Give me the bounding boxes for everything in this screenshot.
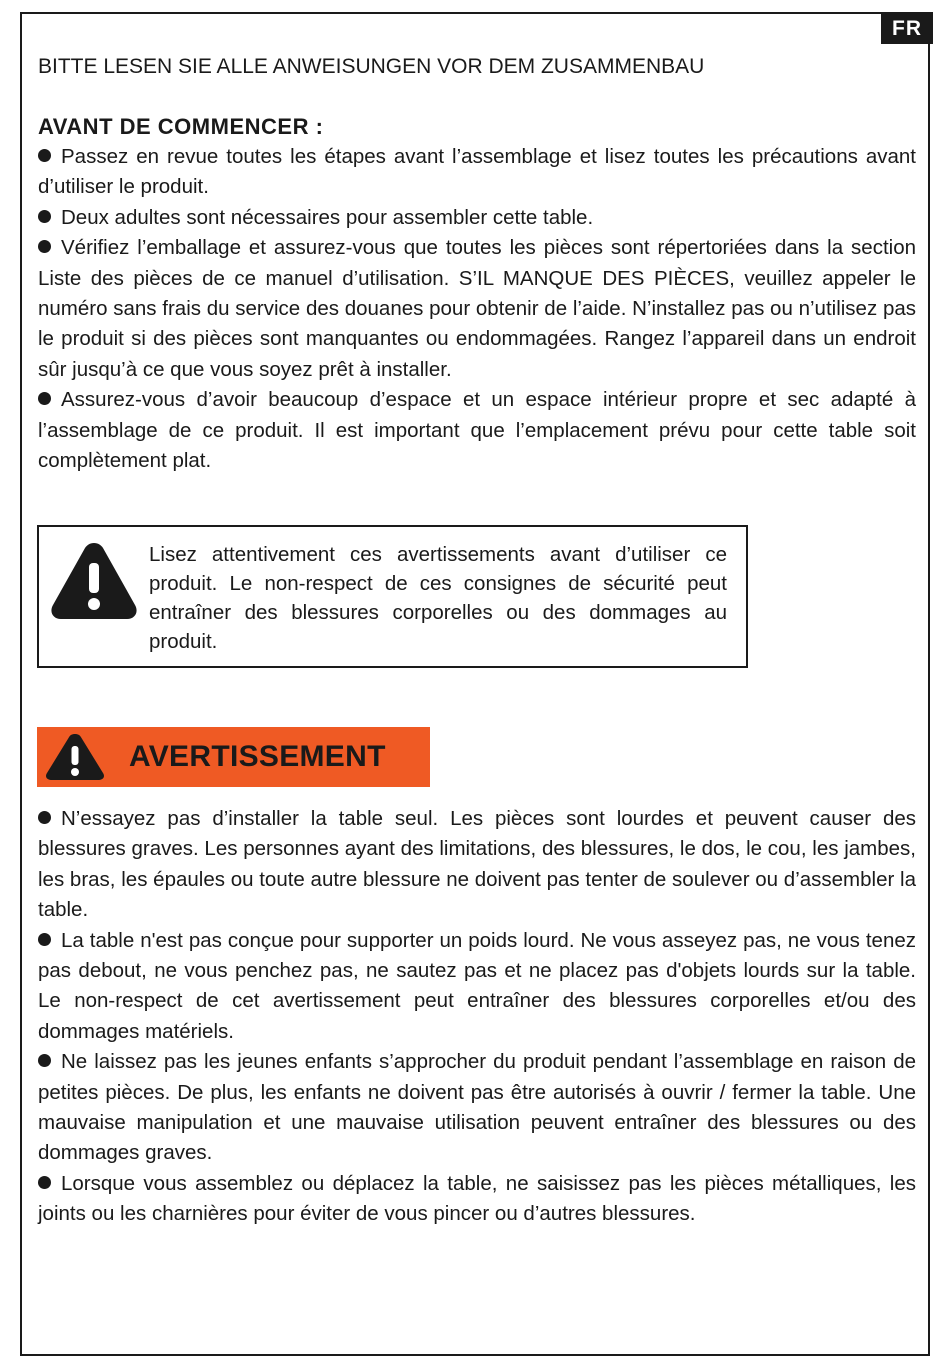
list-item bbox=[38, 1047, 916, 1169]
bullet-icon bbox=[38, 933, 51, 946]
list-item bbox=[38, 1169, 916, 1230]
list-item bbox=[38, 203, 916, 233]
list-item-text: N’essayez pas d’installer la table seul. Les pièces sont lourdes et peuvent causer des blessures graves. Les personnes ayant des limitations, des blessures, le dos, le cou, les jambes, les bras, les épaules ou toute autre blessure ne doivent pas tenter de soulever ou d’assembler la table. bbox=[38, 807, 916, 922]
bullet-icon bbox=[38, 1176, 51, 1189]
warning-triangle-icon bbox=[44, 732, 106, 782]
language-badge: FR bbox=[881, 12, 933, 44]
list-item bbox=[38, 804, 916, 926]
bullet-icon bbox=[38, 149, 51, 162]
list-item-text: Vérifiez l’emballage et assurez-vous que toutes les pièces sont répertoriées dans la section Liste des pièces de ce manuel d’utilisation. S’IL MANQUE DES PIÈCES, veuillez appeler le numéro sans frais du service des douanes pour obtenir de l’aide. N’installez pas ou n’utilisez pas le produit si des pièces sont manquantes ou endommagées. Rangez l’appareil dans un endroit sûr jusqu’à ce que vous soyez prêt à installer. bbox=[38, 236, 916, 381]
section-title: AVANT DE COMMENCER : bbox=[38, 114, 324, 139]
list-item bbox=[38, 142, 916, 203]
list-item bbox=[38, 385, 916, 476]
list-item-text: Passez en revue toutes les étapes avant l’assemblage et lisez toutes les précautions avant d’utiliser le produit. bbox=[38, 145, 916, 199]
warning-triangle-icon bbox=[49, 539, 139, 623]
list-item-text: Deux adultes sont nécessaires pour assembler cette table. bbox=[61, 205, 594, 229]
warning-banner bbox=[37, 727, 430, 787]
warning-list bbox=[38, 804, 916, 1230]
intro-line: BITTE LESEN SIE ALLE ANWEISUNGEN VOR DEM ZUSAMMENBAU bbox=[38, 55, 705, 78]
list-item-text: Assurez-vous d’avoir beaucoup d’espace et un espace intérieur propre et sec adapté à l’assemblage de ce produit. Il est important que l’emplacement prévu pour cette table soit complètement plat. bbox=[38, 388, 916, 473]
before-start-section bbox=[38, 52, 916, 476]
list-item-text: La table n'est pas conçue pour supporter un poids lourd. Ne vous asseyez pas, ne vous tenez pas debout, ne vous penchez pas, ne sautez pas et ne placez pas d'objets lourds sur la table. Le non-respect de cet avertissement peut entraîner des blessures corporelles et/ou des dommages matériels. bbox=[38, 928, 916, 1043]
warning-title: AVERTISSEMENT bbox=[129, 740, 386, 773]
bullet-icon bbox=[38, 1054, 51, 1067]
bullet-icon bbox=[38, 210, 51, 223]
bullet-icon bbox=[38, 392, 51, 405]
list-item-text: Ne laissez pas les jeunes enfants s’approcher du produit pendant l’assemblage en raison de petites pièces. De plus, les enfants ne doivent pas être autorisés à ouvrir / fermer la table. Une mauvaise manipulation et une mauvaise utilisation peuvent entraîner des blessures ou des dommages graves. bbox=[38, 1050, 916, 1165]
list-item-text: Lorsque vous assemblez ou déplacez la table, ne saisissez pas les pièces métalliques, les joints ou les charnières pour éviter de vous pincer ou d’autres blessures. bbox=[38, 1171, 916, 1226]
bullet-icon bbox=[38, 240, 51, 253]
bullet-icon bbox=[38, 811, 51, 824]
list-item bbox=[38, 926, 916, 1048]
caution-text: Lisez attentivement ces avertissements avant d’utiliser ce produit. Le non-respect de ces consignes de sécurité peut entraîner des blessures corporelles ou des dommages au produit. bbox=[149, 543, 727, 653]
list-item bbox=[38, 233, 916, 385]
caution-box bbox=[37, 525, 748, 668]
